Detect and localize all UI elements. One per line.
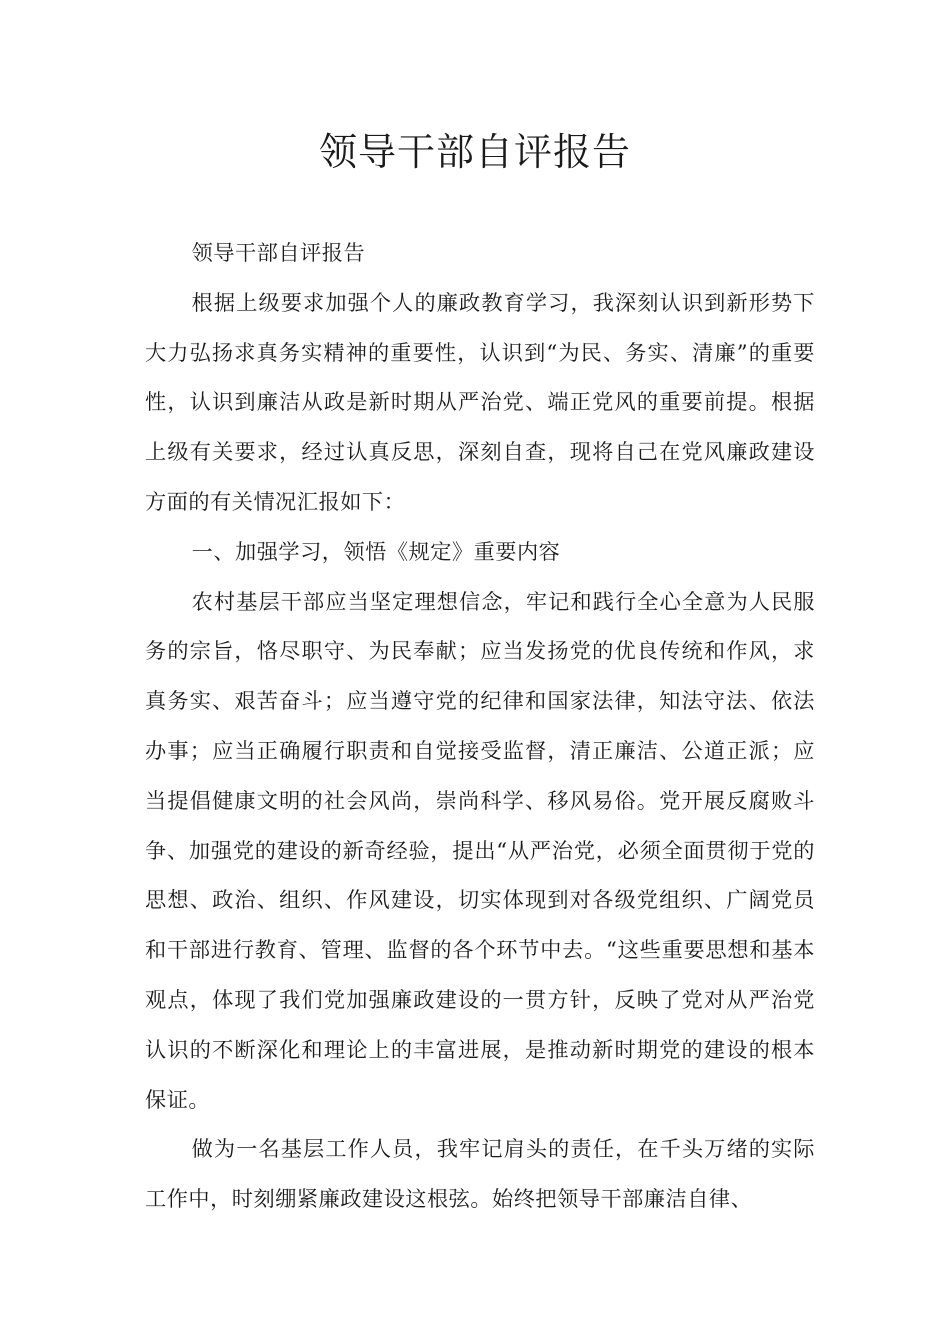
paragraph-section-1: 农村基层干部应当坚定理想信念，牢记和践行全心全意为人民服务的宗旨，恪尽职守、为民奉献；应当发扬党的优良传统和作风，求真务实、艰苦奋斗；应当遵守党的纪律和国家法律，知法守法、依法办事；应当正确履行职责和自觉接受监督，清正廉洁、公道正派；应当提倡健康文明的社会风尚，崇尚科学、移风易俗。党开展反腐败斗争、加强党的建设的新奇经验，提出“从严治党，必须全面贯彻于党的思想、政治、组织、作风建设，切实体现到对各级党组织、广阔党员和干部进行教育、管理、监督的各个环节中去。“这些重要思想和基本观点，体现了我们党加强廉政建设的一贯方针，反映了党对从严治党认识的不断深化和理论上的丰富进展，是推动新时期党的建设的根本保证。 — [145, 588, 815, 1112]
section-heading-1: 一、加强学习，领悟《规定》重要内容 — [191, 538, 561, 564]
paragraph-duty: 做为一名基层工作人员，我牢记肩头的责任，在千头万绪的实际工作中，时刻绷紧廉政建设这根弦。始终把领导干部廉洁自律、 — [145, 1136, 815, 1212]
document-title: 领导干部自评报告 — [318, 130, 631, 174]
document-body — [145, 228, 815, 1224]
paragraph-subtitle: 领导干部自评报告 — [191, 240, 366, 265]
paragraph-intro: 根据上级要求加强个人的廉政教育学习，我深刻认识到新形势下大力弘扬求真务实精神的重要性，认识到“为民、务实、清廉”的重要性，认识到廉洁从政是新时期从严治党、端正党风的重要前提。根据上级有关要求，经过认真反思，深刻自查，现将自己在党风廉政建设方面的有关情况汇报如下： — [145, 289, 815, 514]
